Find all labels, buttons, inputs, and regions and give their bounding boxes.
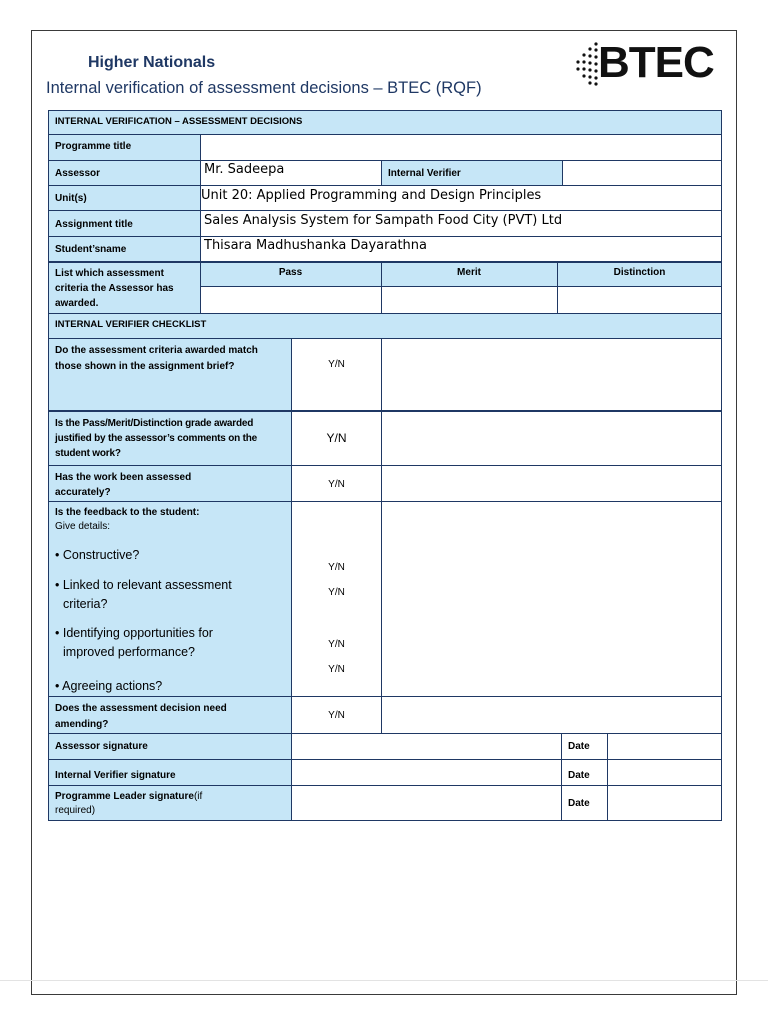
student-name-label: Student’sname [55,244,127,255]
criteria-label: List which assessment criteria the Assessor has awarded. [55,268,174,309]
table-line [48,160,722,161]
table-line [48,236,722,237]
yn-constructive[interactable]: Y/N [328,562,345,573]
student-name-field[interactable]: Thisara Madhushanka Dayarathna [204,238,427,253]
programme-leader-note: (if required) [55,791,203,816]
comment-feedback[interactable] [382,502,721,695]
table-line [381,160,382,185]
table-line [562,160,563,185]
table-line [48,210,722,211]
btec-logo [574,40,724,90]
yn-actions[interactable]: Y/N [328,664,345,675]
question-assessed-accurately: Has the work been assessed accurately? [55,472,192,498]
table-line [48,261,722,263]
comment-decision-amending[interactable] [382,697,721,732]
assignment-title-label: Assignment title [55,219,133,230]
table-line [48,110,722,111]
distinction-criteria-field[interactable] [558,287,721,312]
feedback-item-linked: • Linked to relevant assessment criteria? [55,578,232,611]
checklist-heading: INTERNAL VERIFIER CHECKLIST [55,319,207,330]
comment-assessed-accurately[interactable] [382,466,721,500]
question-decision-amending: Does the assessment decision need amending? [55,703,227,730]
programme-title-label: Programme title [55,141,132,152]
yn-linked[interactable]: Y/N [328,587,345,598]
feedback-give-details: Give details: [55,521,111,532]
yn-assessed-accurately[interactable]: Y/N [328,479,345,490]
comment-grade-justified[interactable] [382,412,721,464]
section-heading: INTERNAL VERIFICATION – ASSESSMENT DECISIONS [55,116,303,127]
programme-leader-date-label: Date [568,798,590,809]
yn-decision-amending[interactable]: Y/N [328,710,345,721]
table-line [48,313,722,314]
assessor-date-field[interactable] [608,734,721,759]
table-line [48,110,49,821]
internal-verifier-label: Internal Verifier [388,168,461,179]
comment-criteria-match[interactable] [382,339,721,409]
yn-grade-justified[interactable]: Y/N [326,431,347,445]
programme-leader-signature-label [55,790,235,818]
units-field[interactable]: Unit 20: Applied Programming and Design Principles [201,188,542,203]
page-divider [0,980,768,981]
table-line [561,733,562,821]
programme-leader-date-field[interactable] [608,786,721,820]
question-feedback: Is the feedback to the student: [55,507,200,518]
assessor-date-label: Date [568,741,590,752]
question-criteria-match: Do the assessment criteria awarded match those shown in the assignment brief? [55,345,258,372]
yn-criteria-match[interactable]: Y/N [328,359,345,370]
feedback-item-actions: • Agreeing actions? [55,679,163,693]
table-line [48,820,722,821]
document-title: Higher Nationals [88,54,216,71]
units-label: Unit(s) [55,193,87,204]
grade-header-pass: Pass [278,267,303,278]
assessor-signature-field[interactable] [292,734,561,759]
assessor-label: Assessor [55,168,101,179]
merit-criteria-field[interactable] [382,287,556,312]
internal-verifier-signature-field[interactable] [292,760,561,785]
question-grade-justified: Is the Pass/Merit/Distinction grade awarded justified by the assessor’s comments on the student work? [55,418,258,459]
document-subtitle: Internal verification of assessment decisions – BTEC (RQF) [46,79,482,97]
internal-verifier-signature-label: Internal Verifier signature [55,770,176,781]
yn-opportunities[interactable]: Y/N [328,639,345,650]
table-line [48,185,722,186]
table-line [721,110,722,821]
programme-leader-signature-field[interactable] [292,786,561,820]
assessor-field[interactable]: Mr. Sadeepa [204,162,285,177]
internal-verifier-date-field[interactable] [608,760,721,785]
internal-verifier-date-label: Date [568,770,590,781]
assessor-signature-label: Assessor signature [55,741,148,752]
feedback-item-constructive: • Constructive? [55,548,140,562]
assignment-title-field[interactable]: Sales Analysis System for Sampath Food City (PVT) Ltd [204,213,563,228]
feedback-item-opportunities: • Identifying opportunities for improved performance? [55,626,213,659]
grade-header-distinction: Distinction [613,267,666,278]
grade-header-merit: Merit [457,267,481,278]
table-line [48,134,722,135]
internal-verifier-field[interactable] [566,164,716,180]
logo-text: BTEC [598,38,714,87]
programme-leader-signature-text: Programme Leader signature [55,791,194,802]
pass-criteria-field[interactable] [201,287,380,312]
